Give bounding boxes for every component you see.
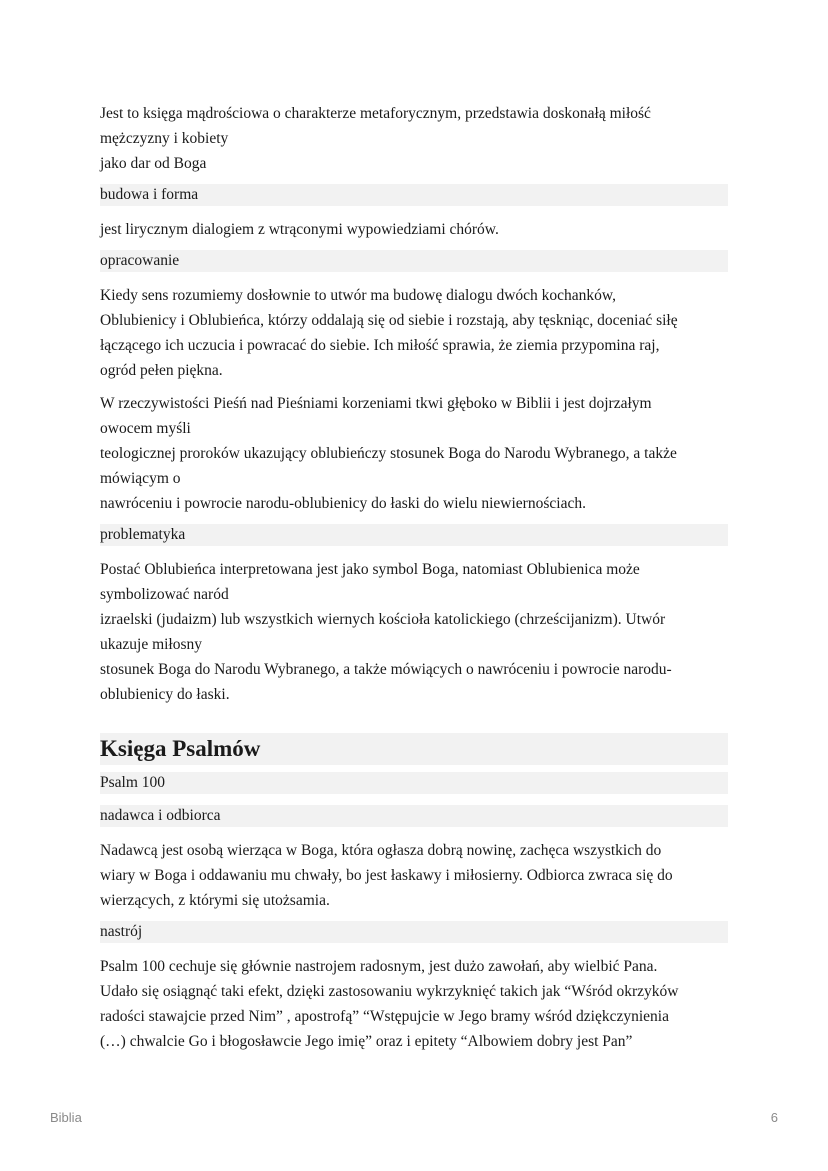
- section-heading: Księga Psalmów: [100, 733, 728, 765]
- paragraph-nastroj: [100, 954, 728, 1054]
- text-line: Udało się osiągnąć taki efekt, dzięki zastosowaniu wykrzyknięć takich jak “Wśród okrzyków: [100, 983, 679, 1000]
- section-label-budowa: budowa i forma: [100, 184, 728, 206]
- text-line: mówiącym o: [100, 470, 181, 487]
- paragraph-opracowanie-2: [100, 391, 728, 516]
- text-line: (…) chwalcie Go i błogosławcie Jego imię” oraz i epitety “Albowiem dobry jest Pan”: [100, 1033, 633, 1050]
- paragraph-opracowanie-1: [100, 283, 728, 383]
- text-line: symbolizować naród: [100, 586, 229, 603]
- document-body: [100, 101, 728, 1062]
- text-line: wiary w Boga i oddawaniu mu chwały, bo jest łaskawy i miłosierny. Odbiorca zwraca się do: [100, 867, 673, 884]
- text-line: ogród pełen piękna.: [100, 362, 223, 379]
- section-label-nastroj: nastrój: [100, 921, 728, 943]
- text-line: łączącego ich uczucia i powracać do siebie. Ich miłość sprawia, że ziemia przypomina raj,: [100, 337, 660, 354]
- text-line: W rzeczywistości Pieśń nad Pieśniami korzeniami tkwi głęboko w Biblii i jest dojrzałym: [100, 395, 652, 412]
- text-line: teologicznej proroków ukazujący oblubieńczy stosunek Boga do Narodu Wybranego, a także: [100, 445, 677, 462]
- text-line: nawróceniu i powrocie narodu-oblubienicy do łaski do wielu niewiernościach.: [100, 495, 586, 512]
- text-line: jako dar od Boga: [100, 155, 207, 172]
- text-line: radości stawajcie przed Nim” , apostrofą” “Wstępujcie w Jego bramy wśród dziękczynienia: [100, 1008, 669, 1025]
- paragraph-intro: [100, 101, 728, 176]
- text-line: ukazuje miłosny: [100, 636, 203, 653]
- text-line: Postać Oblubieńca interpretowana jest jako symbol Boga, natomiast Oblubienica może: [100, 561, 640, 578]
- paragraph-nadawca: [100, 838, 728, 913]
- section-label-opracowanie: opracowanie: [100, 250, 728, 272]
- text-line: wierzących, z którymi się utożsamia.: [100, 892, 330, 909]
- page-number: 6: [770, 1110, 778, 1125]
- text-line: jest lirycznym dialogiem z wtrąconymi wypowiedziami chórów.: [100, 221, 499, 238]
- text-line: Nadawcą jest osobą wierząca w Boga, która ogłasza dobrą nowinę, zachęca wszystkich do: [100, 842, 662, 859]
- text-line: Oblubienicy i Oblubieńca, którzy oddalają się od siebie i rozstają, aby tęskniąc, doceniać siłę: [100, 312, 678, 329]
- footer-title: Biblia: [50, 1110, 82, 1125]
- text-line: izraelski (judaizm) lub wszystkich wiernych kościoła katolickiego (chrześcijanizm). Utwór: [100, 611, 666, 628]
- section-label-psalm: Psalm 100: [100, 772, 728, 794]
- text-line: stosunek Boga do Narodu Wybranego, a także mówiących o nawróceniu i powrocie narodu-: [100, 661, 672, 678]
- section-label-problematyka: problematyka: [100, 524, 728, 546]
- text-line: Jest to księga mądrościowa o charakterze metaforycznym, przedstawia doskonałą miłość: [100, 105, 651, 122]
- text-line: Psalm 100 cechuje się głównie nastrojem radosnym, jest dużo zawołań, aby wielbić Pana.: [100, 958, 658, 975]
- section-label-nadawca: nadawca i odbiorca: [100, 805, 728, 827]
- text-line: owocem myśli: [100, 420, 191, 437]
- text-line: Kiedy sens rozumiemy dosłownie to utwór ma budowę dialogu dwóch kochanków,: [100, 287, 616, 304]
- text-line: mężczyzny i kobiety: [100, 130, 229, 147]
- paragraph-problematyka: [100, 557, 728, 707]
- paragraph-budowa: [100, 217, 728, 242]
- text-line: oblubienicy do łaski.: [100, 686, 230, 703]
